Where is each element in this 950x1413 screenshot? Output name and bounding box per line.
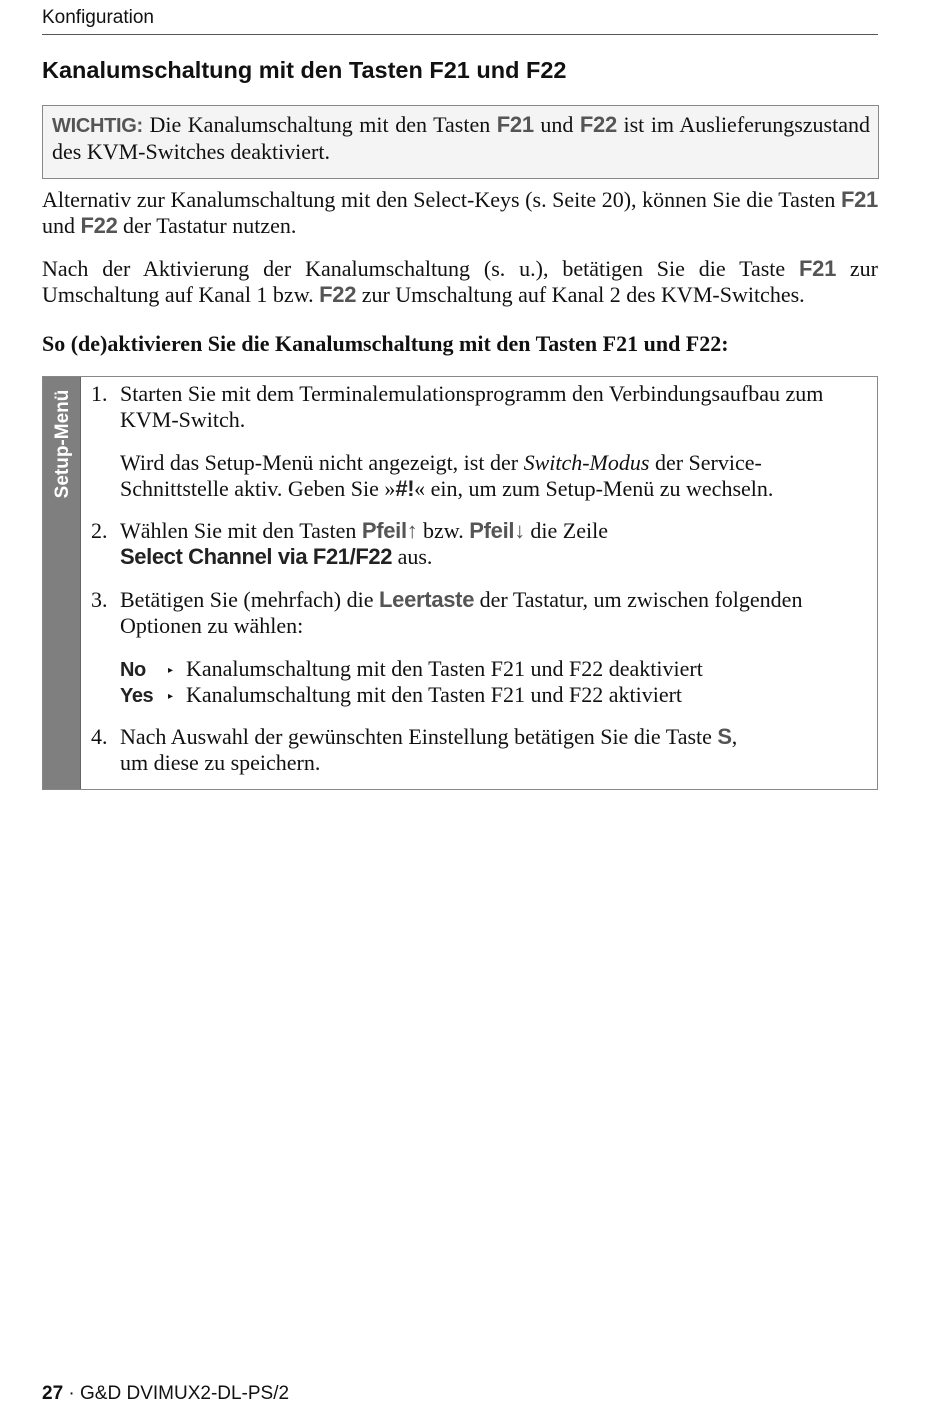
para2-text-c: zur Umschaltung auf Kanal 2 des KVM-Switches.: [356, 282, 805, 307]
para1-key-f21: F21: [840, 187, 878, 212]
key-s: S: [717, 724, 732, 749]
note-key-sequence: #!: [395, 476, 415, 501]
running-header: [42, 6, 878, 35]
para1-text-a: Alternativ zur Kanalumschaltung mit den Select-Keys (s. Seite 20), können Sie die Tasten: [42, 187, 841, 212]
step4-text-b: ,: [731, 724, 738, 749]
step-number: 1.: [91, 381, 108, 406]
option-row: [120, 682, 682, 710]
footer-separator: ·: [63, 1383, 81, 1404]
step4-text-a: Nach Auswahl der gewünschten Einstellung betätigen Sie die Taste: [120, 724, 718, 749]
key-arrow-up: Pfeil↑: [361, 518, 418, 543]
option-description: Kanalumschaltung mit den Tasten F21 und F22 deaktiviert: [186, 656, 703, 681]
key-space: Leertaste: [379, 587, 475, 612]
setup-menu-box: [42, 376, 878, 790]
note-switch-modus: Switch-Modus: [523, 450, 650, 475]
page-footer: [42, 1383, 289, 1405]
paragraph-alternative: [42, 187, 878, 239]
step-1-note: [120, 450, 870, 502]
procedure-title: So (de)aktivieren Sie die Kanalumschaltung mit den Tasten F21 und F22:: [42, 331, 729, 356]
para2-key-f22: F22: [319, 282, 357, 307]
triangle-right-icon: ▸: [168, 665, 174, 676]
note-text-b: der Service-Schnittstelle aktiv. Geben Sie »: [120, 450, 762, 501]
important-label: WICHTIG:: [52, 115, 143, 137]
para2-key-f21: F21: [799, 256, 837, 281]
para1-text-b: und: [42, 213, 81, 238]
paragraph-activation: [42, 256, 878, 308]
page-number: 27: [42, 1383, 64, 1404]
product-name: G&D DVIMUX2-DL-PS/2: [80, 1383, 290, 1404]
step-number: 4.: [91, 724, 108, 749]
important-text-a: Die Kanalumschaltung mit den Tasten: [142, 112, 497, 137]
important-key-f22: F22: [579, 112, 617, 137]
step2-text-c: die Zeile: [524, 518, 608, 543]
step2-text-a: Wählen Sie mit den Tasten: [120, 518, 362, 543]
step2-text-d: aus.: [392, 544, 433, 569]
note-text-a: Wird das Setup-Menü nicht angezeigt, ist der: [120, 450, 524, 475]
step-text: Starten Sie mit dem Terminalemulationsprogramm den Verbindungsaufbau zum KVM-Switch.: [120, 381, 824, 432]
option-key: No: [120, 659, 146, 681]
important-text-b: und: [533, 112, 580, 137]
step2-text-b: bzw.: [417, 518, 470, 543]
option-key: Yes: [120, 685, 154, 707]
para2-text-a: Nach der Aktivierung der Kanalumschaltung (s. u.), betätigen Sie die Taste: [42, 256, 800, 281]
note-text-c: « ein, um zum Setup-Menü zu wechseln.: [414, 476, 774, 501]
step-text: [120, 518, 870, 570]
option-description: Kanalumschaltung mit den Tasten F21 und F22 aktiviert: [186, 682, 683, 707]
triangle-right-icon: ▸: [168, 691, 174, 702]
para1-text-c: der Tastatur nutzen.: [117, 213, 297, 238]
section-title: Kanalumschaltung mit den Tasten F21 und F22: [42, 57, 567, 83]
important-notice-box: [42, 105, 879, 179]
step3-text-b: der Tastatur, um zwischen folgenden Optionen zu wählen:: [120, 587, 803, 638]
key-arrow-down: Pfeil↓: [469, 518, 525, 543]
para1-key-f22: F22: [80, 213, 118, 238]
step-number: 3.: [91, 587, 108, 612]
important-text-c: ist im Auslieferungszustand des KVM-Switches deaktiviert.: [52, 112, 871, 164]
header-title: Konfiguration: [42, 7, 154, 28]
step-text: [120, 724, 870, 776]
menu-entry-name: Select Channel via F21/F22: [120, 544, 393, 569]
step-text: [120, 587, 870, 639]
setup-menu-tab: [43, 377, 81, 789]
important-key-f21: F21: [496, 112, 534, 137]
setup-menu-tab-label: Setup-Menü: [52, 389, 73, 499]
para2-text-b: zur Umschaltung auf Kanal 1 bzw.: [42, 256, 879, 307]
step-number: 2.: [91, 518, 108, 543]
option-row: [120, 656, 703, 684]
step3-text-a: Betätigen Sie (mehrfach) die: [120, 587, 380, 612]
step4-text-c: um diese zu speichern.: [120, 750, 321, 775]
